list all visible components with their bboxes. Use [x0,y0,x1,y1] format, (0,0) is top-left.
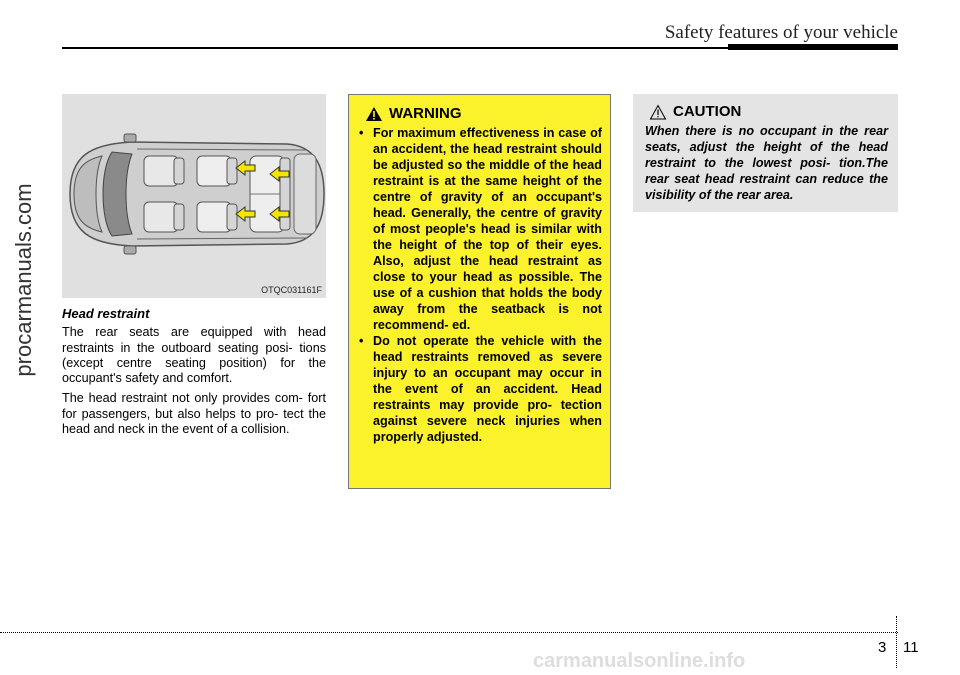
footer-rule [0,632,898,633]
page-divider [896,616,897,668]
side-watermark [4,120,44,440]
bottom-watermark: carmanualsonline.info [533,650,746,672]
caution-box [633,94,898,212]
head-restraint-section [62,306,326,442]
warning-header [365,105,602,122]
page-number: 11 [903,639,919,656]
warning-item: • Do not operate the vehicle with the head restraints removed as severe injury to an occupant may occur in the event of an accident. Head restraints may provide pro- tection against severe neck injuries when properly adjusted. [359,333,602,445]
vehicle-top-view-illustration [62,94,326,298]
caution-text: When there is no occupant in the rear seats, adjust the height of the head restraint to the lowest posi- tion.The rear seat head restraint can reduce the visibility of the rear area. [645,124,888,202]
caution-title: CAUTION [673,103,742,120]
header-bar [728,44,898,50]
figure-code: OTQC031161F [261,285,322,295]
warning-list [359,125,602,445]
side-watermark-text: procarmanuals.com [11,183,36,377]
section-heading: Head restraint [62,306,150,321]
vehicle-figure [62,94,326,298]
page-header-title: Safety features of your vehicle [664,22,898,43]
warning-item: • For maximum effectiveness in case of an accident, the head restraint should be adjusted so the middle of the head restraint is at the same height of the centre of gravity of an occupant's head. Generally, the centre of gravity of most people's head is similar with the height of the top of their eyes. Also, adjust the head restraint as close to your head as possible. The use of a cushion that holds the body away from the seatback is not recommend- ed. [359,125,602,333]
paragraph: The rear seats are equipped with head restraints in the outboard seating posi- tions (except centre seating position) for the occupant's safety and comfort. [62,325,326,386]
paragraph: The head restraint not only provides com- fort for passengers, but also helps to pro- tect the head and neck in the event of a collision. [62,391,326,437]
section-number: 3 [878,639,887,656]
caution-header [649,103,888,120]
caution-triangle-icon [649,104,667,120]
warning-title: WARNING [389,105,462,122]
warning-box [348,94,611,489]
warning-triangle-icon [365,106,383,122]
